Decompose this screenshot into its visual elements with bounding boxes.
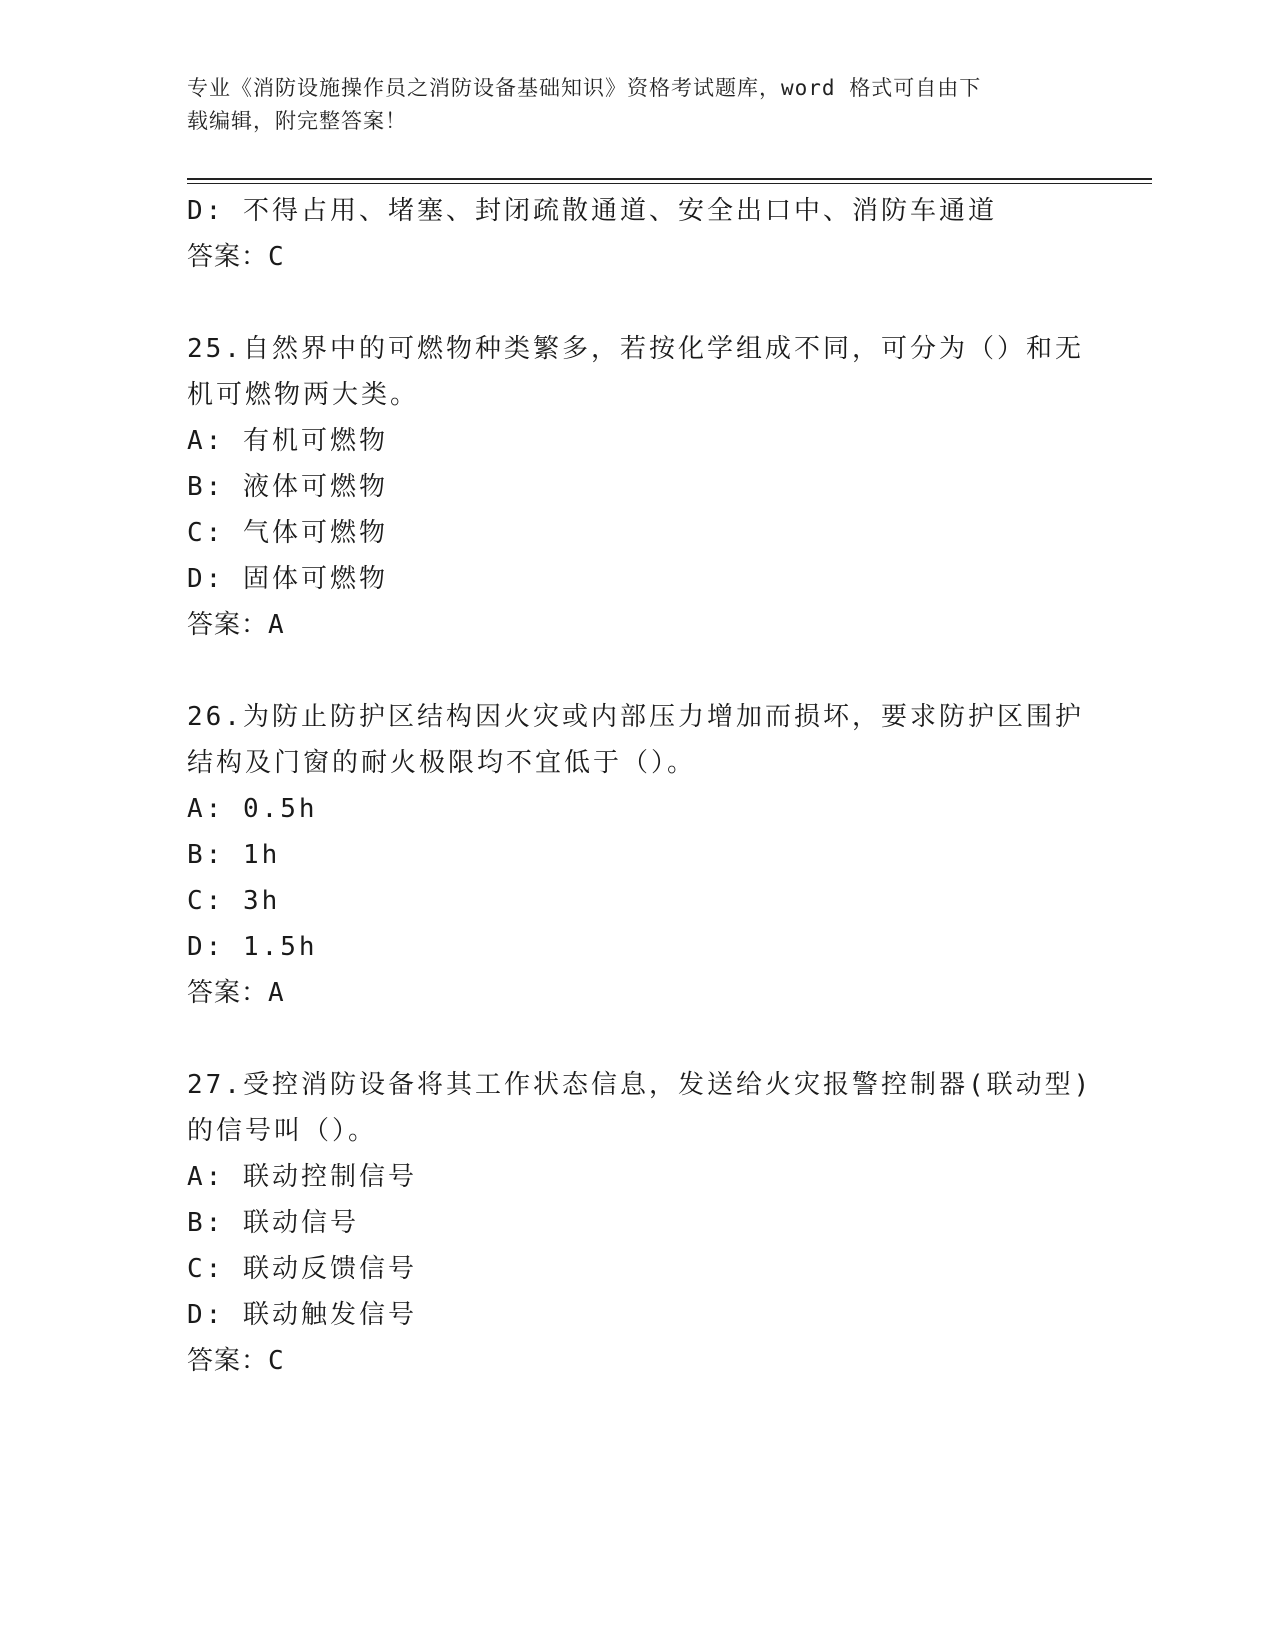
question-stem: 的信号叫（）。 (187, 1116, 378, 1146)
question-list (187, 188, 1093, 1384)
option-c: C: 气体可燃物 (187, 518, 388, 548)
question-stem: 27.受控消防设备将其工作状态信息，发送给火灾报警控制器(联动型) (187, 1070, 1093, 1100)
option-d: D: 联动触发信号 (187, 1300, 417, 1330)
answer-line: 答案：C (187, 242, 285, 272)
option-c: C: 联动反馈信号 (187, 1254, 417, 1284)
option-b: B: 液体可燃物 (187, 472, 388, 502)
previous-question-tail (187, 188, 1087, 280)
option-a: A: 有机可燃物 (187, 426, 388, 456)
document-header (187, 72, 1087, 138)
header-rule-thick (187, 178, 1152, 180)
option-b: B: 1h (187, 840, 281, 870)
option-c: C: 3h (187, 886, 281, 916)
option-a: A: 联动控制信号 (187, 1162, 417, 1192)
header-line-1: 专业《消防设施操作员之消防设备基础知识》资格考试题库，word 格式可自由下 (187, 76, 982, 100)
option-d: D: 1.5h (187, 932, 318, 962)
question-stem: 25.自然界中的可燃物种类繁多，若按化学组成不同，可分为（）和无 (187, 334, 1084, 364)
answer-line: 答案：A (187, 978, 285, 1008)
header-rule-thin (187, 183, 1152, 184)
answer-line: 答案：C (187, 1346, 285, 1376)
answer-line: 答案：A (187, 610, 285, 640)
question-27 (187, 1062, 1093, 1384)
option-a: A: 0.5h (187, 794, 318, 824)
header-line-2: 载编辑，附完整答案！ (187, 109, 407, 133)
question-stem: 结构及门窗的耐火极限均不宜低于（）。 (187, 748, 697, 778)
option-d: D: 固体可燃物 (187, 564, 388, 594)
option-b: B: 联动信号 (187, 1208, 359, 1238)
option-d: D: 不得占用、堵塞、封闭疏散通道、安全出口中、消防车通道 (187, 196, 997, 226)
question-stem: 机可燃物两大类。 (187, 380, 420, 410)
question-26 (187, 694, 1087, 1016)
question-25 (187, 326, 1087, 648)
question-stem: 26.为防止防护区结构因火灾或内部压力增加而损坏，要求防护区围护 (187, 702, 1084, 732)
